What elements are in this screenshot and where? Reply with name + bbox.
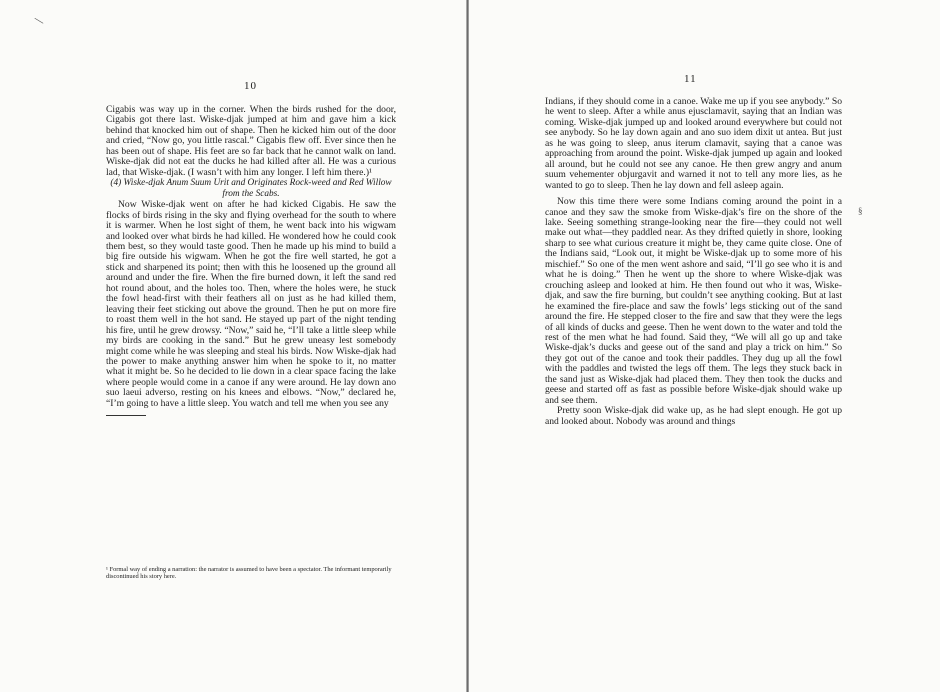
left-text-block <box>106 105 396 418</box>
right-paragraph-2: Now this time there were some Indians coming around the point in a canoe and they saw the smoke from Wiske-djak’s fire on the shore of the lake. Seeing something strange-looking near the fire—they could not well make out what—they paddled near. As they drifted quietly in shore, looking sharp to see what curious creature it might be, they came quite close. One of the Indians said, “Look out, it might be Wiske-djak up to some more of his mischief.” So one of the men went ashore and said, “I’ll go see who it is and what he is doing.” Then he went up the shore to where Wiske-djak was crouching asleep and looked at him. He then found out who it was, Wiske-djak, and saw the fire burning, but couldn’t see anything cooking. But at last he examined the fire-place and saw the fowls’ legs sticking out of the sand around the fire. He stepped closer to the fire and saw that they were the legs of all kinds of ducks and geese. Then he went down to the water and told the rest of the men what he had found. Said they, “We will all go up and take Wiske-djak’s ducks and geese out of the sand and play a trick on him.” So they got out of the canoe and took their paddles. They dug up all the fowl with the paddles and twisted the legs off them. The legs they stuck back in the sand just as Wiske-djak had placed them. They then took the ducks and geese and started off as fast as possible before Wiske-djak should wake up and see them. <box>545 196 842 406</box>
footnote: ¹ Formal way of ending a narration: the narrator is assumed to have been a spectator. The informant temporarily discontinued his story here. <box>106 566 392 580</box>
footnote-rule <box>106 415 146 416</box>
margin-mark: § <box>858 206 863 216</box>
right-page-number: 11 <box>684 73 697 85</box>
corner-mark: \ <box>33 14 46 29</box>
right-text-block <box>545 97 842 427</box>
right-paragraph-1: Indians, if they should come in a canoe. Wake me up if you see anybody.” So he went to sleep. After a while anus ejusclamavit, saying that an Indian was coming. Wiske-djak jumped up and looked around everywhere but could not see anybody. So he lay down again and ano suo idem dixit ut antea. But just as he was going to sleep, anus iterum clamavit, saying that a canoe was approaching from around the point. Wiske-djak jumped up again and looked all around, but he could not see any canoe. He then grew angry and anum suum vehementer objurgavit and warned it not to tell any more lies, as he wanted to go to sleep. Then he lay down and fell asleep again. <box>545 96 842 191</box>
right-page <box>470 0 940 692</box>
left-page-number: 10 <box>244 80 257 92</box>
right-paragraph-3: Pretty soon Wiske-djak did wake up, as he had slept enough. He got up and looked about. Nobody was around and things <box>545 405 842 427</box>
left-paragraph-main: Now Wiske-djak went on after he had kicked Cigabis. He saw the flocks of birds rising in the sky and flying overhead for the south to where it is warmer. When he lost sight of them, he went back into his wigwam and looked over what birds he had killed. He wondered how he could cook them best, so they would taste good. Then he made up his mind to build a big fire outside his wigwam. When he got the fire well started, he got a stick and sharpened its point; then with this he loosened up the ground all around and under the fire. When the fire burned down, it left the sand red hot round about, and the holes too. Then, where the holes were, he stuck the fowl head-first with their feathers all on just as he had killed them, leaving their feet sticking out above the ground. Then he put on more fire to roast them well in the hot sand. He stayed up part of the night tending his fire, until he grew drowsy. “Now,” said he, “I’ll take a little sleep while my birds are cooking in the sand.” But he grew uneasy lest somebody might come while he was sleeping and steal his birds. Now Wiske-djak had the power to make anything answer him when he spoke to it, no matter what it might be. So he decided to lie down in a clear space facing the lake where people would come in a canoe if any were around. He lay down ano suo laeui adverso, resting on his knees and elbows. “Now,” declared he, “I’m going to have a little sleep. You watch and tell me when you see any <box>106 199 396 409</box>
book-gutter <box>466 0 469 692</box>
left-paragraph-opening: Cigabis was way up in the corner. When the birds rushed for the door, Cigabis got there last. Wiske-djak jumped at him and gave him a kick behind that knocked him out of shape. Then he kicked him out of the door and cried, “Now go, you little rascal.” Cigabis flew off. Ever since then he has been out of shape. His feet are so far back that he cannot walk on land. Wiske-djak did not eat the ducks he had killed after all. He was a curious lad, that Wiske-djak. (I wasn’t with him any longer. I left him there.)¹ <box>106 104 396 178</box>
section-heading: (4) Wiske-djak Anum Suum Urit and Originates Rock-weed and Red Willow from the Scabs. <box>110 178 392 200</box>
